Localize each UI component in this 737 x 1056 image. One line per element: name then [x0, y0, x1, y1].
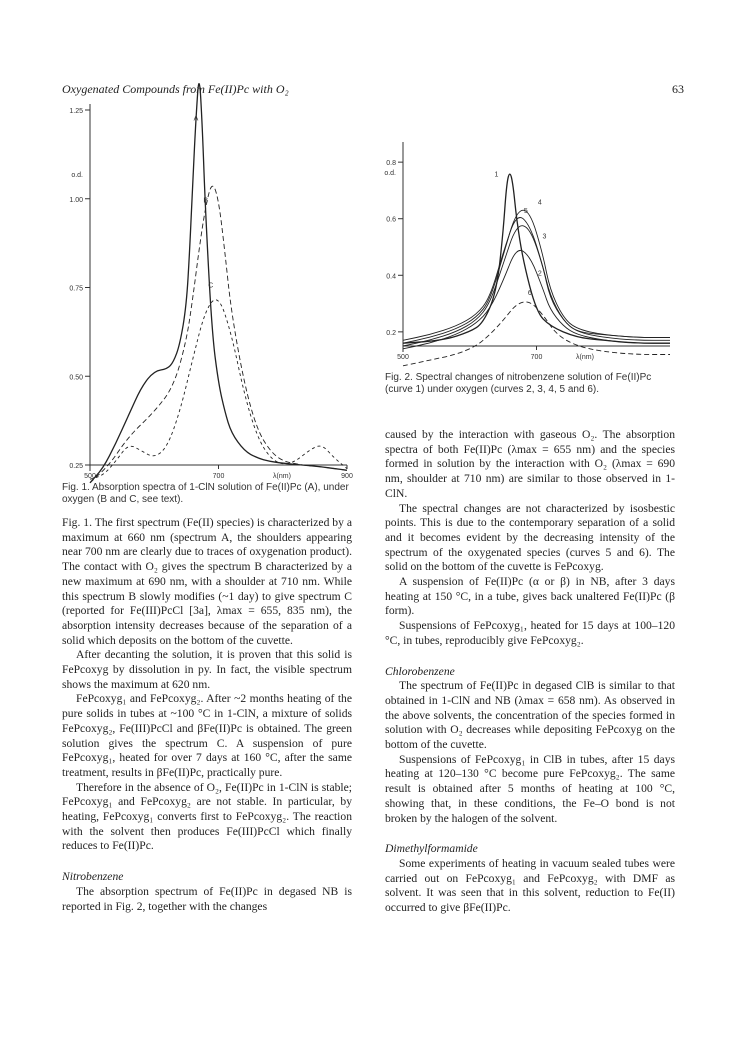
series-A-label: A [193, 115, 199, 123]
section-heading: Dimethylformamide [385, 842, 478, 856]
y-tick-label: 0.4 [386, 273, 396, 281]
y-tick-label: 1.25 [69, 108, 83, 115]
series-2-label: 2 [537, 270, 542, 278]
figure-1-svg [62, 100, 362, 480]
paragraph: The spectral changes are not characterized by isosbestic points. This is due to the contemporary separation of a solid and it becomes evident by the decreasing intensity of the spectrum of the oxygenated species (curves 5 and 6). The solid on the bottom of the cuvette is FePcoxyg. [385, 501, 675, 574]
paragraph: The absorption spectrum of Fe(II)Pc in degased NB is reported in Fig. 2, together with the changes [62, 884, 352, 913]
paragraph: A suspension of Fe(II)Pc (α or β) in NB, after 3 days heating at 150 °C, in a tube, gives back unaltered Fe(II)Pc (β form). [385, 575, 675, 618]
y-axis-label: o.d. [384, 170, 396, 177]
y-tick-label: 1.00 [69, 196, 83, 204]
y-tick-label: 0.6 [386, 216, 396, 224]
left-column [62, 516, 352, 914]
figure-2-chart [385, 140, 685, 370]
running-title: Oxygenated Compounds from Fe(II)Pc with O₂ [62, 82, 289, 96]
x-tick-label: 700 [530, 354, 543, 361]
series-A-line [90, 84, 347, 483]
series-B-label: B [203, 197, 208, 205]
series-C-label: C [208, 282, 214, 290]
y-tick-label: 0.25 [69, 463, 83, 470]
paragraph: After decanting the solution, it is proven that this solid is FePcoxyg by dissolution in py. In fact, the visible spectrum shows the maximum at 620 nm. [62, 648, 352, 691]
figure-1-chart [62, 100, 362, 480]
series-3-line [403, 226, 670, 346]
y-tick-label: 0.50 [69, 374, 83, 382]
series-6-label: 6 [527, 290, 532, 298]
paragraph: Therefore in the absence of O₂, Fe(II)Pc in 1-ClN is stable; FePcoxyg₁ and FePcoxyg₂ are not stable. In particular, by heating, FePcoxyg₁ converts first to FePcoxyg₂. The reaction with the solvent then produces Fe(III)PcCl which finally reduces to Fe(II)Pc. [62, 780, 352, 853]
paragraph: Some experiments of heating in vacuum sealed tubes were carried out on FePcoxyg₁ and FePcoxyg₂ with DMF as solvent. It was seen that in this solvent, reduction to Fe(II) occurred to give βFe(II)Pc. [385, 856, 675, 915]
series-C-line [90, 300, 347, 479]
x-tick-label: 700 [212, 473, 225, 480]
x-tick-label: 900 [341, 473, 353, 480]
x-tick-label: 500 [84, 473, 96, 480]
series-B-line [90, 186, 347, 483]
y-tick-label: 0.8 [386, 160, 396, 168]
right-column [385, 428, 675, 916]
series-3-label: 3 [542, 233, 547, 241]
paragraph: The spectrum of Fe(II)Pc in degased ClB is similar to that obtained in 1-ClN and NB (λmax = 658 nm). As observed in the above solvents, the concentration of the species formed in solution with O₂ decreases while depositing FePcoxyg on the bottom of the cuvette. [385, 679, 675, 752]
paragraph: Suspensions of FePcoxyg₁, heated for 15 days at 100–120 °C, in tubes, reproducibly give FePcoxyg₂. [385, 619, 675, 647]
figure-2-svg [385, 140, 685, 370]
y-tick-label: 0.75 [69, 285, 83, 293]
y-axis-label: o.d. [71, 172, 83, 179]
page-number: 63 [672, 82, 684, 96]
section-heading: Nitrobenzene [62, 870, 124, 884]
x-axis-unit: λ(nm) [273, 473, 291, 480]
figure-1-caption: Fig. 1. Absorption spectra of 1-ClN solution of Fe(II)Pc (A), under oxygen (B and C, see text). [62, 482, 349, 505]
figure-2-caption: Fig. 2. Spectral changes of nitrobenzene solution of Fe(II)Pc (curve 1) under oxygen (curves 2, 3, 4, 5 and 6). [385, 372, 652, 395]
paragraph: Fig. 1. The first spectrum (Fe(II) species) is characterized by a maximum at 660 nm (spectrum A, the shoulders appearing near 700 nm are clearly due to traces of oxygenation product). The contact with O₂ gives the spectrum B characterized by a new maximum at 690 nm, with a shoulder at 710 nm. While this spectrum B slowly modifies (~1 day) to give spectrum C (reported for Fe(III)PcCl [3a], λmax = 655, 835 nm), the absorption intensity decreases because of the separation of a solid which deposits on the bottom of the cuvette. [62, 516, 352, 647]
x-axis-unit: λ(nm) [576, 354, 594, 361]
x-tick-label: 500 [397, 354, 409, 361]
section-heading: Chlorobenzene [385, 664, 455, 678]
series-4-label: 4 [537, 199, 542, 207]
paragraph: FePcoxyg₁ and FePcoxyg₂. After ~2 months heating of the pure solids in tubes at ~100 °C in 1-ClN, a mixture of solids FePcoxyg₂, Fe(III)PcCl and βFe(II)Pc is obtained. The green solution gives the spectrum C. A suspension of pure FePcoxyg₁, heated for over 7 days at 160 °C, after the same treatment, results in βFe(II)Pc, practically pure. [62, 692, 352, 779]
series-5-label: 5 [523, 208, 528, 216]
paragraph: caused by the interaction with gaseous O₂. The absorption spectra of both Fe(II)Pc (λmax = 655 nm) and the species formed in solution by the interaction with O₂ (λmax = 690 nm, shoulder at 710 nm) are similar to those observed in 1-ClN. [385, 428, 675, 500]
y-tick-label: 0.2 [386, 329, 396, 337]
series-1-line [403, 174, 670, 343]
series-1-label: 1 [494, 171, 499, 179]
paragraph: Suspensions of FePcoxyg₁ in ClB in tubes, after 15 days heating at 120–130 °C become pure FePcoxyg₂. The same result is obtained after 5 months of heating at 100 °C, showing that, in these conditions, the Fe–O bond is not broken by the halogen of the solvent. [385, 752, 675, 825]
series-5-line [403, 217, 670, 340]
series-4-line [403, 210, 670, 343]
series-2-line [403, 250, 670, 348]
